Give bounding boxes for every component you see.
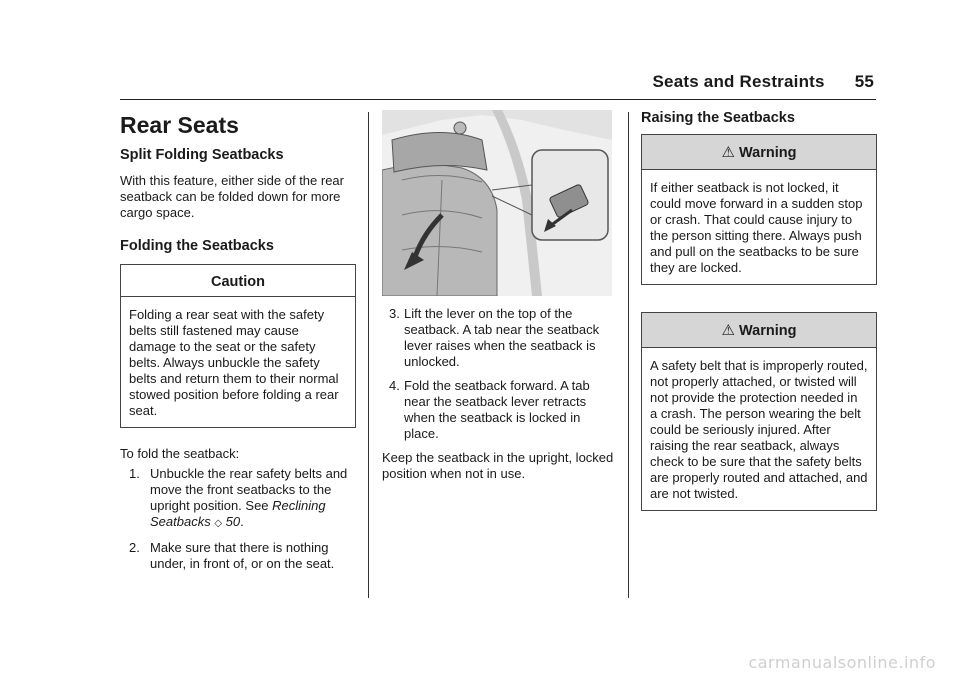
step-4-text: Fold the seatback forward. A tab near the seatback lever retracts when the seatback is locked in place. (404, 378, 590, 441)
step-3-number: 3. (389, 306, 400, 321)
warning-1-header (642, 135, 876, 169)
steps-list-2 (382, 306, 616, 442)
warning-box-1 (641, 134, 877, 285)
step-1: 1. Unbuckle the rear safety belts and move the front seatbacks to the upright position. See Reclining Seatbacks ◇ 50. (129, 466, 348, 529)
column-3 (641, 110, 877, 511)
step-3-text: Lift the lever on the top of the seatback. A tab near the seatback lever raises when the seatback is unlocked. (404, 306, 600, 369)
caution-title: Caution (211, 274, 265, 290)
header-rule (120, 99, 876, 100)
page-arrow-icon: ◇ (214, 518, 223, 529)
warning-2-text: A safety belt that is improperly routed, not properly attached, or twisted will not provide the protection needed in a crash. The person wearing the belt could be seriously injured. After raising the rear seatback, always check to be sure that the safety belts are properly routed and attached, and are not twisted. (650, 358, 868, 501)
warning-1-title: Warning (738, 145, 797, 161)
warning-1-text: If either seatback is not locked, it could move forward in a sudden stop or crash. That could cause injury to the person sitting there. Always push and pull on the seatbacks to be sure they are locked. (650, 180, 863, 275)
step-2-text: Make sure that there is nothing under, in front of, or on the seat. (150, 540, 335, 571)
caution-box (120, 264, 356, 428)
ref-page-number: 50 (225, 514, 241, 529)
step-4-number: 4. (389, 378, 400, 393)
column-divider-2 (628, 112, 629, 598)
warning-2-header (642, 313, 876, 347)
subhead-folding: Folding the Seatbacks (120, 238, 274, 254)
warning-icon: ⚠ (721, 143, 735, 161)
page-header (653, 72, 875, 92)
column-divider-1 (368, 112, 369, 598)
step-4 (382, 378, 616, 442)
seat-illustration (382, 110, 612, 296)
warning-box-2 (641, 312, 877, 511)
closing-paragraph: Keep the seatback in the upright, locked position when not in use. (382, 450, 614, 481)
page-number: 55 (854, 72, 874, 91)
intro-paragraph: With this feature, either side of the rear seatback can be folded down for more cargo space. (120, 173, 344, 220)
page-title: Rear Seats (120, 112, 239, 138)
subhead-raising: Raising the Seatbacks (641, 110, 795, 126)
warning-icon: ⚠ (721, 321, 735, 339)
step-1-text: Unbuckle the rear safety belts and move the front seatbacks to the upright position. See (150, 466, 348, 513)
subhead-split-folding: Split Folding Seatbacks (120, 147, 284, 163)
section-title: Seats and Restraints (652, 72, 825, 91)
step-3 (382, 306, 616, 370)
steps-lead: To fold the seatback: (120, 446, 240, 461)
step-2-number: 2. (129, 540, 140, 555)
step-2 (120, 540, 356, 572)
steps-list-1 (120, 466, 356, 572)
column-2 (382, 110, 616, 482)
seat-illustration-svg (382, 110, 612, 296)
warning-2-title: Warning (738, 323, 797, 339)
step-1-number: 1. (129, 466, 140, 481)
reclining-seatbacks-link[interactable]: Reclining Seatbacks (150, 498, 326, 529)
watermark: carmanualsonline.info (748, 653, 936, 672)
caution-text: Folding a rear seat with the safety belts still fastened may cause damage to the seat or the safety belts. Always unbuckle the safety belts and return them to their normal stowed position before folding a rear seat. (129, 307, 339, 418)
column-1 (120, 110, 356, 572)
